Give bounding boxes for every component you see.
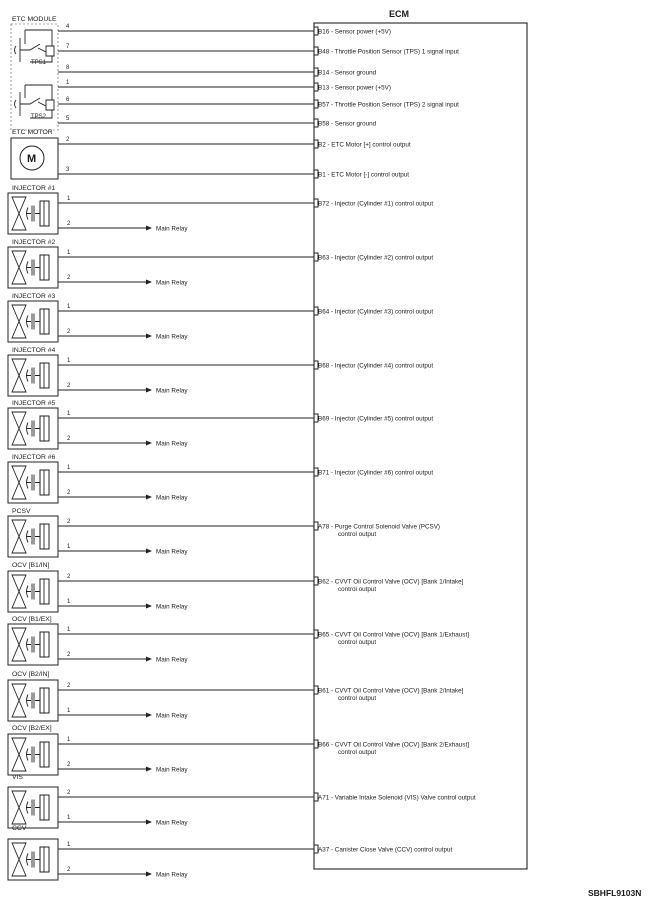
tps1-label: TPS1 [31,60,47,66]
main-relay-label: Main Relay [156,656,188,664]
etc-motor-label: ETC MOTOR [12,129,53,136]
main-relay-label: Main Relay [156,225,188,233]
solenoid-valve-icon [12,305,49,338]
main-relay-label: Main Relay [156,603,188,611]
main-relay-label: Main Relay [156,494,188,502]
solenoid-valve-icon [12,197,49,230]
arrow-icon [146,441,152,446]
actuator-label: OCV [B2/EX] [12,725,52,732]
actuator-signal-label: B66 - CVVT Oil Control Valve (OCV) [Bank 2/Exhaust] [318,741,469,749]
solenoid-valve-icon [12,520,49,553]
actuator-outline [8,462,58,503]
bottom-pin-number: 1 [67,815,71,821]
etc-module [11,16,459,179]
actuator-list [8,185,476,880]
bottom-pin-number: 2 [67,383,71,389]
actuator-signal-label: B65 - CVVT Oil Control Valve (OCV) [Bank 1/Exhaust] [318,631,469,639]
actuator-label: OCV [B1/EX] [12,616,52,623]
actuator-signal-label: B62 - CVVT Oil Control Valve (OCV) [Bank 1/Intake] [318,578,464,586]
actuator [8,508,440,557]
actuator-outline [8,734,58,775]
arrow-icon [146,604,152,609]
actuator [8,725,469,775]
etc-pin-number: 7 [66,44,70,50]
actuator-outline [8,301,58,342]
etc-signal-label: B2 - ETC Motor [+] control output [318,141,411,149]
top-pin-number: 1 [67,842,71,848]
actuator-label: INJECTOR #1 [12,185,56,192]
etc-signal-label: B58 - Sensor ground [318,120,377,128]
etc-signal-label: B14 - Sensor ground [318,69,377,77]
main-relay-label: Main Relay [156,440,188,448]
main-relay-label: Main Relay [156,712,188,720]
actuator-signal-label: B71 - Injector (Cylinder #6) control output [318,469,434,477]
bottom-pin-number: 2 [67,867,71,873]
solenoid-valve-icon [12,466,49,499]
actuator-label: INJECTOR #2 [12,239,56,246]
actuator [8,239,433,288]
etc-pin-number: 3 [66,167,70,173]
actuator-outline [8,624,58,665]
actuator-signal-line2: control output [338,695,377,702]
arrow-icon [146,657,152,662]
top-pin-number: 2 [67,574,71,580]
bottom-pin-number: 2 [67,221,71,227]
actuator [8,774,476,828]
actuator-outline [8,516,58,557]
bottom-pin-number: 2 [67,436,71,442]
actuator [8,293,433,342]
tps2-label: TPS2 [31,114,47,120]
actuator-label: CCV [12,825,27,832]
top-pin-number: 2 [67,790,71,796]
actuator [8,454,433,503]
etc-pin-number: 4 [66,24,70,30]
actuator-outline [8,247,58,288]
etc-pin-number: 2 [66,137,70,143]
top-pin-number: 1 [67,250,71,256]
solenoid-valve-icon [12,628,49,661]
tps1-sensor [15,30,55,66]
actuator-label: PCSV [12,508,31,515]
main-relay-label: Main Relay [156,819,188,827]
etc-wires [58,24,459,179]
main-relay-label: Main Relay [156,387,188,395]
main-relay-label: Main Relay [156,871,188,879]
etc-signal-label: B1 - ETC Motor [-] control output [318,171,409,179]
actuator-outline [8,680,58,721]
bottom-pin-number: 2 [67,762,71,768]
bottom-pin-number: 2 [67,329,71,335]
top-pin-number: 1 [67,358,71,364]
actuator-signal-label: A78 - Purge Control Solenoid Valve (PCSV) [318,523,441,531]
actuator-label: INJECTOR #3 [12,293,56,300]
solenoid-valve-icon [12,251,49,284]
actuator-outline [8,193,58,234]
main-relay-label: Main Relay [156,548,188,556]
bottom-pin-number: 1 [67,599,71,605]
arrow-icon [146,820,152,825]
etc-module-label: ETC MODULE [12,16,57,23]
top-pin-number: 1 [67,627,71,633]
solenoid-valve-icon [12,412,49,445]
actuator-signal-line2: control output [338,639,377,646]
arrow-icon [146,713,152,718]
etc-pin-number: 5 [66,116,70,122]
solenoid-valve-icon [12,738,49,771]
motor-symbol: M [27,153,37,165]
etc-pin-number: 8 [66,65,70,71]
top-pin-number: 1 [67,411,71,417]
figure-code: SBHFL9103N [588,888,642,898]
actuator-signal-label: B64 - Injector (Cylinder #3) control output [318,308,434,316]
ecm-title: ECM [389,9,409,19]
actuator-label: OCV [B1/IN] [12,562,50,569]
top-pin-number: 2 [67,519,71,525]
actuator [8,185,433,234]
actuator [8,347,433,396]
bottom-pin-number: 2 [67,275,71,281]
solenoid-valve-icon [12,575,49,608]
actuator-label: INJECTOR #5 [12,400,56,407]
bottom-pin-number: 1 [67,544,71,550]
bottom-pin-number: 2 [67,490,71,496]
actuator-label: OCV [B2/IN] [12,671,50,678]
etc-signal-label: B48 - Throttle Position Sensor (TPS) 1 signal input [318,48,459,56]
actuator-outline [8,787,58,828]
arrow-icon [146,334,152,339]
actuator-signal-line2: control output [338,586,377,593]
main-relay-label: Main Relay [156,766,188,774]
actuator-outline [8,571,58,612]
solenoid-valve-icon [12,843,49,876]
actuator-label: INJECTOR #4 [12,347,56,354]
actuator [8,671,464,721]
actuator-signal-label: B69 - Injector (Cylinder #5) control output [318,415,434,423]
actuator-outline [8,839,58,880]
etc-signal-label: B13 - Sensor power (+5V) [318,84,391,92]
top-pin-number: 1 [67,465,71,471]
actuator-outline [8,355,58,396]
arrow-icon [146,388,152,393]
top-pin-number: 2 [67,683,71,689]
actuator [8,616,469,665]
tps2-sensor [15,85,55,120]
etc-signal-label: B57 - Throttle Position Sensor (TPS) 2 signal input [318,101,459,109]
bottom-pin-number: 2 [67,652,71,658]
actuator-signal-label: B63 - Injector (Cylinder #2) control output [318,254,434,262]
actuator-signal-label: A71 - Variable Intake Solenoid (VIS) Valve control output [318,794,476,802]
arrow-icon [146,549,152,554]
top-pin-number: 1 [67,304,71,310]
actuator-signal-label: B61 - CVVT Oil Control Valve (OCV) [Bank 2/Intake] [318,687,464,695]
actuator-label: INJECTOR #6 [12,454,56,461]
top-pin-number: 1 [67,737,71,743]
solenoid-valve-icon [12,359,49,392]
actuator [8,562,464,612]
actuator-label: VIS [12,774,23,781]
actuator-signal-line2: control output [338,531,377,538]
arrow-icon [146,872,152,877]
arrow-icon [146,495,152,500]
solenoid-valve-icon [12,684,49,717]
ecm-block [314,9,527,869]
main-relay-label: Main Relay [156,279,188,287]
actuator-signal-label: A37 - Canister Close Valve (CCV) control output [318,846,453,854]
main-relay-label: Main Relay [156,333,188,341]
top-pin-number: 1 [67,196,71,202]
etc-signal-label: B16 - Sensor power (+5V) [318,28,391,36]
arrow-icon [146,226,152,231]
actuator-signal-line2: control output [338,749,377,756]
actuator [8,825,453,880]
actuator [8,400,433,449]
arrow-icon [146,767,152,772]
actuator-outline [8,408,58,449]
etc-pin-number: 6 [66,97,70,103]
etc-pin-number: 1 [66,80,70,86]
arrow-icon [146,280,152,285]
actuator-signal-label: B72 - Injector (Cylinder #1) control output [318,200,434,208]
solenoid-valve-icon [12,791,49,824]
actuator-signal-label: B68 - Injector (Cylinder #4) control output [318,362,434,370]
bottom-pin-number: 1 [67,708,71,714]
